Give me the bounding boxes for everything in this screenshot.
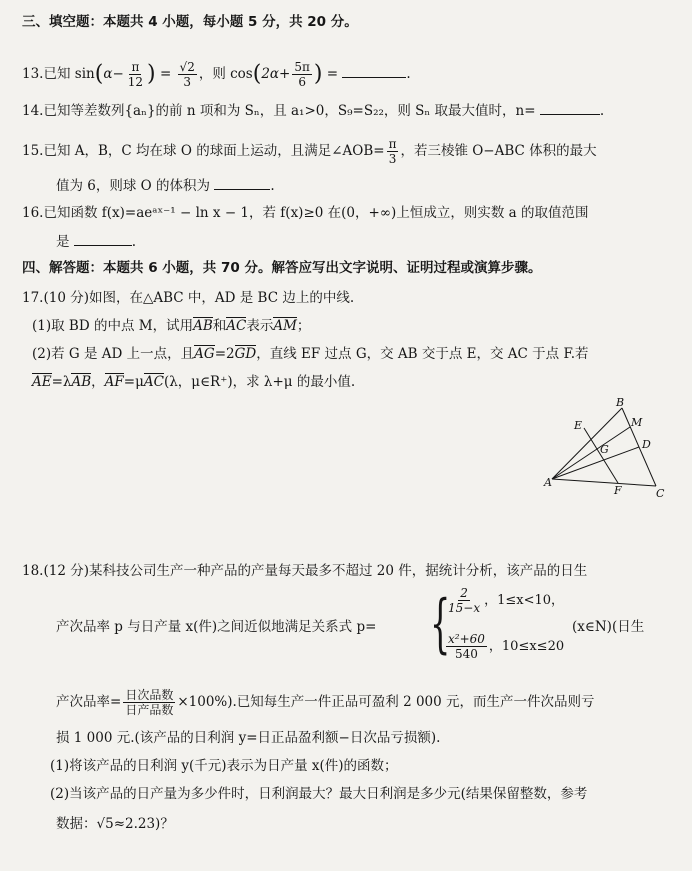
- case1-cond: ，1≤x<10，: [484, 593, 565, 608]
- q13-frac-sqrt2-3: $\frac{√2}{3}$: [179, 60, 195, 89]
- label-g: G: [600, 443, 609, 456]
- q16-period: .: [131, 234, 137, 250]
- q13-frac-5pi-6: $\frac{5\pi}{6}$: [294, 60, 310, 89]
- question-18-part-2: (2)当该产品的日产量为多少件时，日利润最大？最大日利润是多少元(结果保留整数，参考: [50, 786, 588, 802]
- question-17-part-2-cont: [32, 372, 355, 392]
- q15-answer-blank: [214, 175, 270, 190]
- label-m: M: [631, 416, 643, 429]
- q17-p1a: (1)取 BD 的中点 M，试用: [32, 318, 194, 334]
- q17-and: 和: [212, 318, 227, 334]
- question-18-part-1: (1)将该产品的日利润 y(千元)表示为日产量 x(件)的函数；: [50, 758, 398, 774]
- q15-frac-pi-3: $\frac{\pi}{3}$: [388, 137, 397, 166]
- question-18-line-1: 18.(12 分)某科技公司生产一种产品的产量每天最多不超过 20 件，据统计分析，该产品的日生: [22, 563, 588, 579]
- q13-two-alpha: 2α+: [261, 66, 291, 82]
- question-18-line-4: 损 1 000 元.(该产品的日利润 y=日正品盈利额−日次品亏损额).: [56, 730, 441, 746]
- question-14: [22, 100, 604, 121]
- vec-ab-2: AB: [71, 374, 92, 390]
- question-18-line-3: [56, 688, 595, 717]
- label-a: A: [544, 476, 552, 489]
- q13-alpha: α−: [103, 66, 124, 82]
- piecewise-case-1: [444, 586, 564, 615]
- q18-ratio-frac: $\frac{\text{日次品数}}{\text{日产品数}}$: [125, 688, 174, 717]
- vec-gd: GD: [234, 346, 257, 362]
- q17-comma: ，: [91, 374, 105, 390]
- q15-period: .: [270, 178, 275, 194]
- question-18-line-2b: (x∈N)(日生: [572, 619, 645, 635]
- left-brace: {: [430, 587, 451, 661]
- piecewise-case-2: [444, 632, 564, 661]
- section-4-heading: 四、解答题：本题共 6 小题，共 70 分。解答应写出文字说明、证明过程或演算步骤。: [22, 260, 542, 276]
- question-15-line-2: [56, 175, 275, 196]
- segment-ab: [552, 408, 622, 479]
- q17-l3b: =μ: [123, 374, 144, 390]
- vec-ae: AE: [32, 374, 52, 390]
- question-16-line-2: [56, 231, 136, 252]
- label-f: F: [614, 484, 622, 497]
- q15-line1a: 15.已知 A，B，C 均在球 O 的球面上运动，且满足∠AOB=: [22, 143, 385, 159]
- label-b: B: [616, 396, 625, 409]
- q13-end-eq: =: [326, 66, 339, 82]
- q16-answer-blank: [74, 231, 132, 246]
- triangle-figure: [530, 396, 670, 500]
- vec-ac: AC: [226, 318, 247, 334]
- q13-mid: ，则 cos: [198, 66, 253, 82]
- q18-line3a: 产次品率=: [56, 694, 122, 710]
- label-d: D: [642, 438, 651, 451]
- piecewise-system: [430, 584, 580, 670]
- q16-line2: 是: [56, 234, 70, 250]
- q13-answer-blank: [342, 63, 406, 78]
- q13-period: .: [406, 66, 411, 82]
- q14-answer-blank: [540, 100, 600, 115]
- segment-am: [552, 427, 630, 479]
- q14-text: 14.已知等差数列{aₙ}的前 n 项和为 Sₙ，且 a₁>0，S₉=S₂₂，则 Sₙ 取最大值时，n=: [22, 103, 536, 119]
- q14-period: .: [599, 103, 605, 119]
- label-c: C: [656, 487, 665, 500]
- case2-den: 540: [455, 647, 478, 661]
- question-18-part-2-cont: 数据：√5≈2.23)？: [56, 816, 174, 832]
- question-13: 13.已知 sin(α− $\frac{\pi}{12}$ ) = $\frac{√2}{3}$ ，则 cos(2α+ $\frac{5\pi}{6}$ ) = .: [22, 60, 411, 89]
- vec-ab: AB: [193, 318, 213, 334]
- case1-num: 2: [460, 586, 468, 600]
- q13-sin: sin: [74, 66, 95, 82]
- q17-semi: ；: [296, 318, 311, 334]
- vec-ag: AG: [194, 346, 215, 362]
- vec-am: AM: [273, 318, 297, 334]
- question-17-part-1: [32, 316, 310, 336]
- q13-eq: =: [159, 66, 172, 82]
- question-17-part-2: [32, 344, 589, 364]
- label-e: E: [574, 419, 583, 432]
- q17-l3c: (λ，μ∈R⁺)，求 λ+μ 的最小值.: [163, 374, 356, 390]
- segment-ac: [552, 479, 656, 486]
- q17-p2a: (2)若 G 是 AD 上一点，且: [32, 346, 195, 362]
- q13-frac-pi-12: $\frac{\pi}{12}$: [127, 60, 144, 89]
- q17-l3a: =λ: [51, 374, 72, 390]
- q17-eq2: =2: [214, 346, 235, 362]
- q17-rep: 表示: [246, 318, 274, 334]
- case1-den: 15−x: [448, 601, 481, 615]
- q18-line3b: ×100%).已知每生产一件正品可盈利 2 000 元，而生产一件次品则亏: [177, 694, 595, 710]
- question-16-line-1: 16.已知函数 f(x)=aeᵃˣ⁻¹ − ln x − 1，若 f(x)≥0 在(0，+∞)上恒成立，则实数 a 的取值范围: [22, 205, 589, 221]
- q15-line2: 值为 6，则球 O 的体积为: [56, 178, 211, 194]
- question-17-intro: 17.(10 分)如图，在△ABC 中，AD 是 BC 边上的中线.: [22, 290, 355, 306]
- case2-cond: ，10≤x≤20: [488, 639, 565, 654]
- question-15-line-1: [22, 137, 597, 166]
- section-3-heading: 三、填空题：本题共 4 小题，每小题 5 分，共 20 分。: [22, 14, 358, 30]
- vec-ac-2: AC: [143, 374, 164, 390]
- q17-p2b: ，直线 EF 过点 G，交 AB 交于点 E，交 AC 于点 F.若: [256, 346, 589, 362]
- case2-num: x²+60: [448, 632, 485, 646]
- segment-ad: [552, 447, 639, 479]
- q13-prefix: 13.已知: [22, 66, 71, 82]
- question-18-line-2a: 产次品率 p 与日产量 x(件)之间近似地满足关系式 p=: [56, 619, 377, 635]
- q15-line1b: ，若三棱锥 O−ABC 体积的最大: [400, 143, 597, 159]
- vec-af: AF: [104, 374, 124, 390]
